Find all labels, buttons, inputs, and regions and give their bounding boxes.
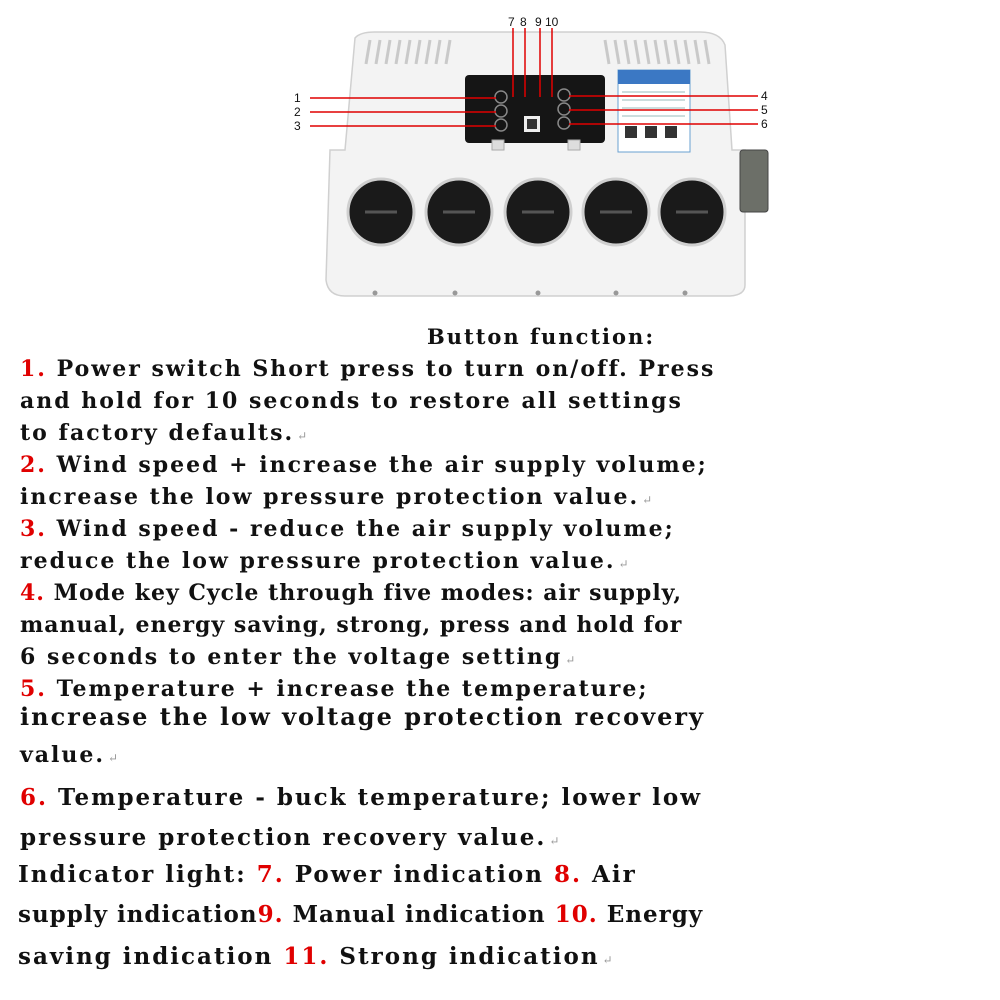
indicator-label: Indicator light: — [18, 861, 247, 888]
callout-10: 10 — [545, 15, 559, 29]
return-mark-icon: ↵ — [565, 653, 578, 667]
item-text: Strong indication — [339, 943, 600, 970]
item-number: 11. — [283, 943, 330, 970]
item-1-line-2: and hold for 10 seconds to restore all settings — [20, 388, 683, 414]
item-4-line-2: manual, energy saving, strong, press and hold for — [20, 612, 683, 638]
callout-2: 2 — [294, 105, 301, 119]
item-text: Manual indication — [292, 901, 546, 928]
item-6-line-1 — [20, 786, 702, 809]
item-number: 9. — [257, 901, 284, 928]
item-4-line-1 — [20, 582, 682, 604]
item-text: Temperature - buck temperature; lower low — [58, 784, 703, 811]
product-photo — [294, 0, 780, 312]
item-number: 10. — [554, 901, 598, 928]
return-mark-icon: ↵ — [549, 834, 562, 848]
item-5-line-3 — [20, 744, 120, 766]
item-text: Energy — [606, 901, 704, 928]
item-1-line-1 — [20, 358, 715, 380]
item-6-line-2 — [20, 826, 561, 849]
item-5-line-1 — [20, 678, 648, 700]
item-text: increase the low pressure protection value. — [20, 484, 640, 510]
item-number: 4. — [20, 580, 45, 606]
item-text: 6 seconds to enter the voltage setting — [20, 644, 563, 670]
vents — [348, 179, 725, 245]
item-number: 1. — [20, 356, 47, 382]
indicator-line-3 — [18, 945, 615, 968]
item-text: Power indication — [294, 861, 544, 888]
control-panel — [465, 75, 605, 143]
item-number: 6. — [20, 784, 49, 811]
heading: Button function: — [427, 324, 656, 349]
item-text: saving indication — [18, 943, 274, 970]
item-number: 5. — [20, 676, 47, 702]
air-conditioner-illustration — [294, 0, 780, 312]
return-mark-icon: ↵ — [642, 493, 655, 507]
callout-1: 1 — [294, 91, 301, 105]
item-5-line-2: increase the low voltage protection recovery — [20, 702, 705, 731]
item-1-line-3 — [20, 422, 309, 444]
item-2-line-2 — [20, 486, 654, 508]
callout-8: 8 — [520, 15, 527, 29]
item-text: value. — [20, 742, 106, 768]
return-mark-icon: ↵ — [602, 953, 615, 967]
return-mark-icon: ↵ — [297, 429, 310, 443]
indicator-line-1 — [18, 863, 637, 886]
callout-3: 3 — [294, 119, 301, 133]
item-4-line-3 — [20, 646, 577, 668]
item-text: Air — [591, 861, 637, 888]
callout-6: 6 — [761, 117, 768, 131]
callout-7: 7 — [508, 15, 515, 29]
return-mark-icon: ↵ — [618, 557, 631, 571]
item-number: 3. — [20, 516, 47, 542]
callout-4: 4 — [761, 89, 768, 103]
item-3-line-1 — [20, 518, 675, 540]
item-number: 7. — [256, 861, 285, 888]
item-text: Mode key Cycle through five modes: air supply, — [53, 580, 683, 606]
item-text: Wind speed - reduce the air supply volume; — [56, 516, 675, 542]
item-number: 8. — [553, 861, 582, 888]
item-text: to factory defaults. — [20, 420, 295, 446]
item-text: supply indication — [18, 901, 258, 928]
item-2-line-1 — [20, 454, 708, 476]
item-number: 2. — [20, 452, 47, 478]
callout-5: 5 — [761, 103, 768, 117]
item-text: Wind speed + increase the air supply volume; — [56, 452, 708, 478]
indicator-line-2 — [18, 903, 703, 926]
item-3-line-2 — [20, 550, 631, 572]
callout-9: 9 — [535, 15, 542, 29]
item-text: Temperature + increase the temperature; — [56, 676, 649, 702]
item-text: Power switch Short press to turn on/off. Press — [56, 356, 716, 382]
return-mark-icon: ↵ — [108, 751, 121, 765]
item-text: pressure protection recovery value. — [20, 824, 547, 851]
item-text: reduce the low pressure protection value. — [20, 548, 616, 574]
